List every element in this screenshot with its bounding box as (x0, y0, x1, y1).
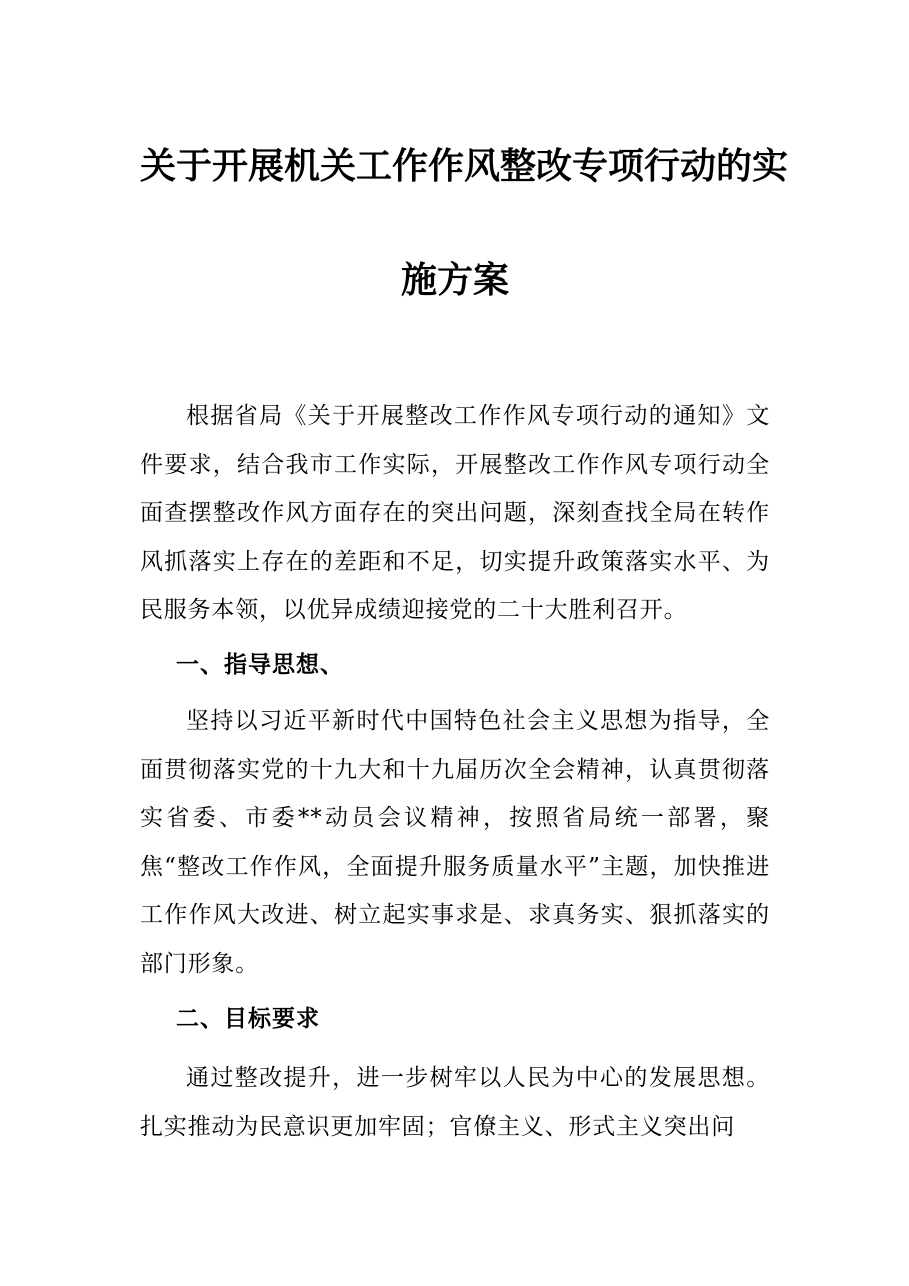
goals-paragraph: 通过整改提升，进一步树牢以人民为中心的发展思想。扎实推动为民意识更加牢固；官僚主义、形式主义突出问 (140, 1065, 770, 1140)
section-heading-goals: 二、目标要求 (176, 1005, 320, 1032)
intro-paragraph: 根据省局《关于开展整改工作作风专项行动的通知》文件要求，结合我市工作实际，开展整改工作作风专项行动全面查摆整改作风方面存在的突出问题，深刻查找全局在转作风抓落实上存在的差距和不足，切实提升政策落实水平、为民服务本领，以优异成绩迎接党的二十大胜利召开。 (140, 403, 770, 623)
guiding-ideology-paragraph: 坚持以习近平新时代中国特色社会主义思想为指导，全面贯彻落实党的十九大和十九届历次全会精神，认真贯彻落实省委、市委**动员会议精神，按照省局统一部署，聚焦“整改工作作风，全面提升服务质量水平”主题，加快推进工作作风大改进、树立起实事求是、求真务实、狠抓落实的部门形象。 (140, 708, 770, 977)
document-title-line-2: 施方案 (400, 259, 509, 301)
section-heading-guiding-ideology: 一、指导思想、 (176, 651, 344, 678)
document-title-line-1: 关于开展机关工作作风整改专项行动的实 (140, 145, 789, 187)
